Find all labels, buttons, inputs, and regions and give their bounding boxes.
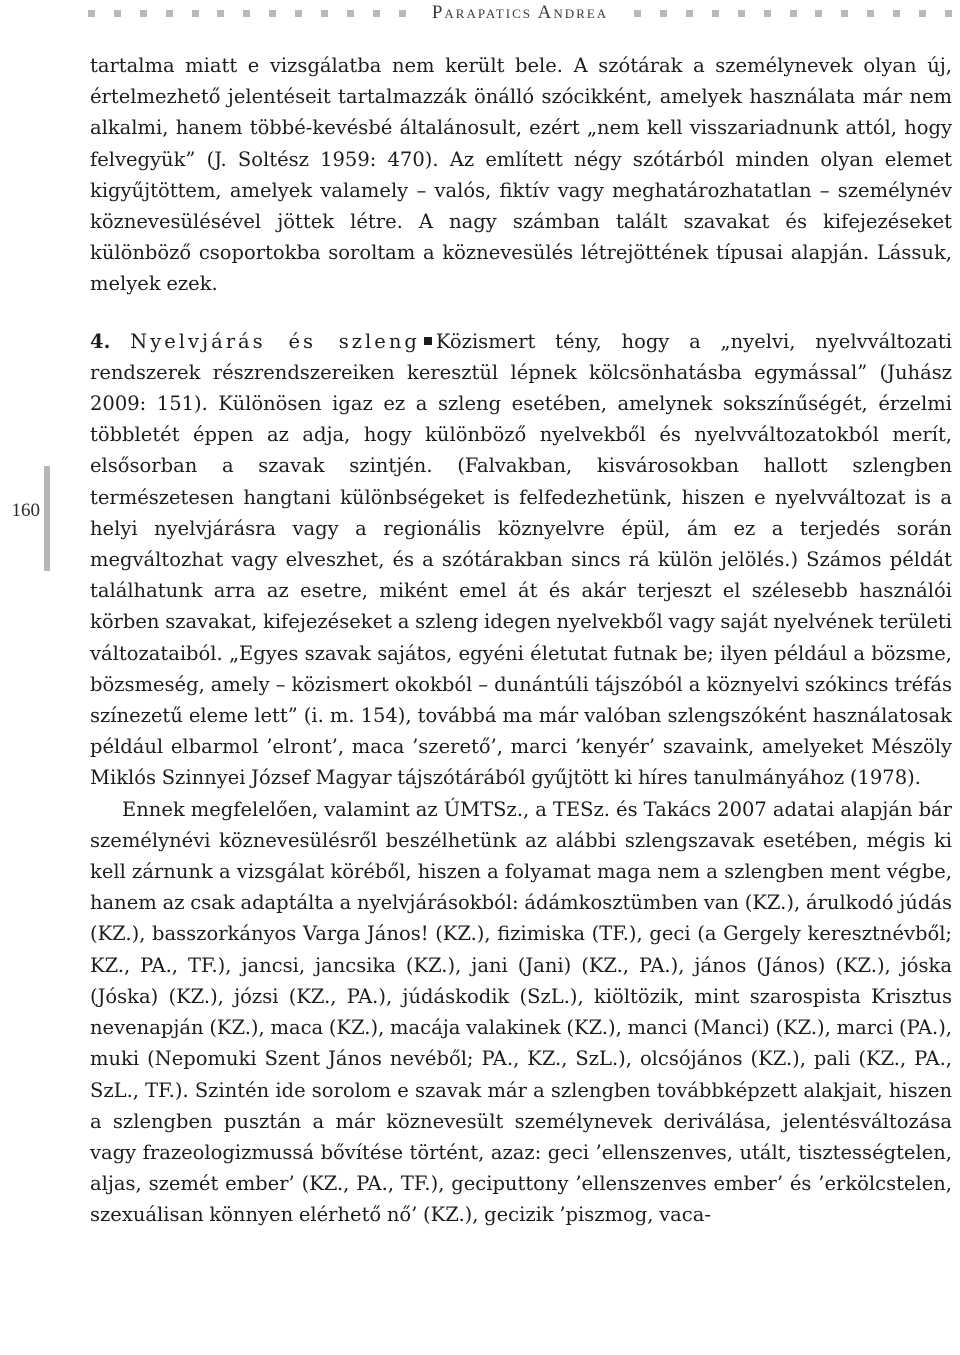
body-text xyxy=(90,50,952,1231)
margin-marker-bar xyxy=(44,466,50,571)
paragraph-2-text: Közismert tény, hogy a „nyelvi, nyelvváltozati rendszerek részrendszereiken keresztül lépnek kölcsönhatásba egymással” (Juhász 2009: 151). Különösen igaz ez a szleng esetében, amelynek sokszínűségét, érzelmi többletét éppen az adja, hogy különböző nyelvekből és nyelvváltozatokból merít, elsősorban a szavak szintjén. (Falvakban, kisvárosokban hallott szlengben természetesen hangtani különbségeket is felfedezhetünk, hiszen e nyelvváltozat is a helyi nyelvjárásra vagy a regionális köznyelvre épül, ám ez a terjedés során megváltozhat vagy elveszhet, és a szótárakban sincs rá külön jelölés.) Számos példát találhatunk arra az esetre, miként emel át és akár terjeszt el szélesebb használói körben szavakat, kifejezéseket a szleng idegen nyelvekből vagy saját nyelvének területi változataiból. „Egyes szavak sajátos, egyéni életutat futnak be; ilyen például a bözsme, bözsmeség, amely – közismert okokból – dunántúli tájszóból a köznyelvi szókincs tréfás színezetű eleme lett” (i. m. 154), továbbá ma már valóban szlengszóként használatosak például elbarmol ’elront’, maca ’szerető’, marci ’kenyér’ szavaink, amelyeket Mészöly Miklós Szinnyei József Magyar tájszótárából gyűjtött ki híres tanulmányához (1978). xyxy=(90,329,953,790)
paragraph-3: Ennek megfelelően, valamint az ÚMTSz., a TESz. és Takács 2007 adatai alapján bár személynévi köznevesülésről beszélhetünk az alábbi szlengszavak esetében, mégis ki kell zárnunk a vizsgálat köréből, hiszen a folyamat maga nem a szlengben ment végbe, hanem az csak adaptálta a nyelvjárásokból: ádámkosztümben van (KZ.), árulkodó júdás (KZ.), basszorkányos Varga János! (KZ.), fizimiska (TF.), geci (a Gergely keresztnévből; KZ., PA., TF.), jancsi, jancsika (KZ.), jani (Jani) (KZ., PA.), jános (János) (KZ.), jóska (Jóska) (KZ.), józsi (KZ., PA.), júdáskodik (SzL.), kiöltözik, mint szarospista Krisztus nevenapján (KZ.), maca (KZ.), macája valakinek (KZ.), manci (Manci) (KZ.), marci (PA.), muki (Nepomuki Szent János nevéből; PA., KZ., SzL.), olcsójános (KZ.), pali (KZ., PA., SzL., TF.). Szintén ide sorolom e szavak már a szlengben továbbképzett alakjait, hiszen a szlengben pusztán a már köznevesült személynevek deriválása, jelentésváltozása vagy frazeologizmussá bővítése történt, azaz: geci ’ellenszenves, utált, tisztességtelen, aljas, szemét ember’ (KZ., PA., TF.), geciputtony ’ellenszenves ember’ és ’erkölcstelen, szexuálisan könnyen elérhető nő’ (KZ.), gecizik ’piszmog, vaca- xyxy=(90,797,952,1227)
page-number: 160 xyxy=(11,500,40,521)
paragraph-1: tartalma miatt e vizsgálatba nem került bele. A szótárak a személynevek olyan új, értelmezhető jelentéseit tartalmazzák önálló szócikként, amelyek használata már nem alkalmi, hanem többé-kevésbé általánosult, ezért „nem kell visszariadnunk attól, hogy felvegyük” (J. Soltész 1959: 470). Az említett négy szótárból minden olyan elemet kigyűjtöttem, amelyek valamely – valós, fiktív vagy meghatározhatatlan – személynév köznevesülésével jöttek létre. A nagy számban talált szavakat és kifejezéseket különböző csoportokba soroltam a köznevesülés létrejöttének típusai alapján. Lássuk, melyek ezek. xyxy=(90,54,952,296)
section-number: 4. xyxy=(90,329,111,353)
running-header xyxy=(88,0,952,26)
paragraph-2 xyxy=(90,326,952,794)
header-dot-rule-right xyxy=(634,10,952,17)
square-bullet-icon xyxy=(424,337,432,345)
section-heading: Nyelvjárás és szleng xyxy=(130,329,420,353)
header-dot-rule-left xyxy=(88,10,406,17)
header-author: Parapatics Andrea xyxy=(431,2,609,23)
